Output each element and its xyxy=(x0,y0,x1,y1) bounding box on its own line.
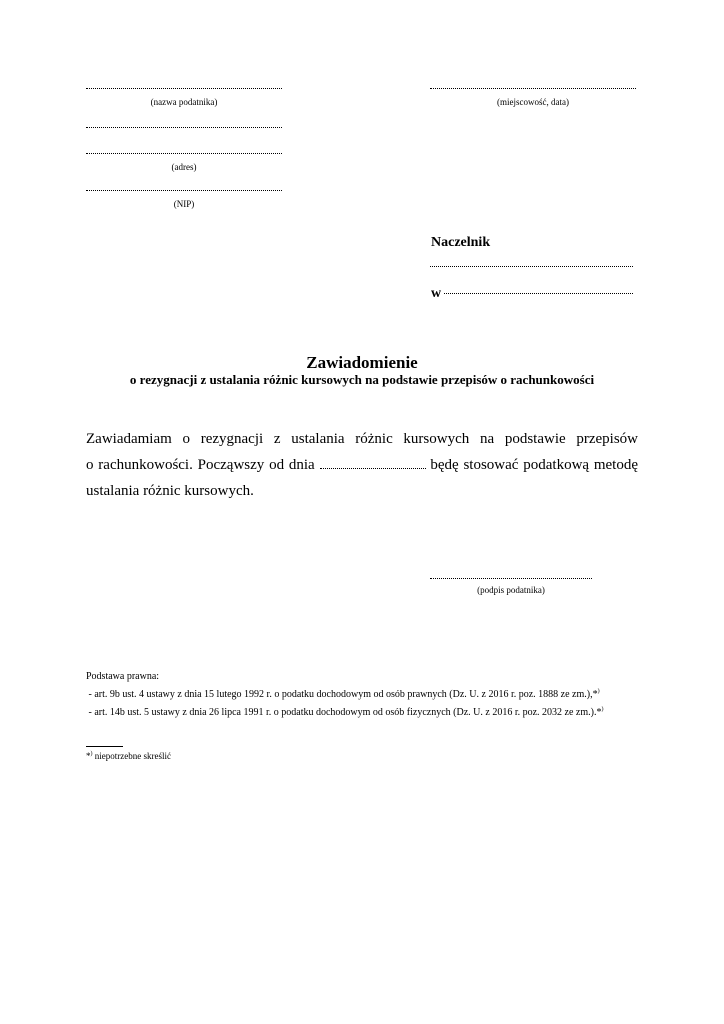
taxpayer-name-caption: (nazwa podatnika) xyxy=(150,97,218,107)
legal-sup-2: ) xyxy=(601,706,604,713)
place-date-caption: (miejscowość, data) xyxy=(497,97,569,107)
taxpayer-name-line[interactable] xyxy=(86,88,282,89)
document-title: Zawiadomienie xyxy=(306,353,418,372)
nip-caption: (NIP) xyxy=(173,199,195,209)
footnote xyxy=(86,750,171,762)
office-location-line[interactable] xyxy=(444,293,633,294)
legal-basis-item-1 xyxy=(86,686,603,704)
footnote-sup: ) xyxy=(90,751,93,757)
footnote-text: niepotrzebne skreślić xyxy=(92,751,171,761)
office-name-line[interactable] xyxy=(430,266,633,267)
legal-basis xyxy=(86,668,603,722)
signature-caption: (podpis podatnika) xyxy=(477,585,545,595)
addressee-title: Naczelnik xyxy=(431,235,491,250)
start-date-field[interactable] xyxy=(320,458,426,469)
place-date-line[interactable] xyxy=(430,88,636,89)
legal-sup-1: ) xyxy=(597,688,600,695)
addressee-w-label: w xyxy=(431,286,442,301)
legal-text-2: art. 14b ust. 5 ustawy z dnia 26 lipca 1991 r. o podatku dochodowym od osób fizycznych (Dz. U. z 2016 r. poz. 2032 ze zm.).* xyxy=(94,707,602,718)
address-caption: (adres) xyxy=(171,162,197,172)
address-line-1[interactable] xyxy=(86,127,282,128)
body-line-2 xyxy=(86,452,638,478)
body-line-2-start: o rachunkowości. Począwszy od dnia xyxy=(86,457,315,473)
legal-text-1: art. 9b ust. 4 ustawy z dnia 15 lutego 1992 r. o podatku dochodowym od osób prawnych (Dz. U. z 2016 r. poz. 1888 ze zm.),* xyxy=(94,689,598,700)
body-line-1: Zawiadamiam o rezygnacji z ustalania różnic kursowych na podstawie przepisów xyxy=(86,431,638,447)
legal-dash-1: - xyxy=(88,689,92,700)
address-line-2[interactable] xyxy=(86,153,282,154)
signature-line[interactable] xyxy=(430,578,592,579)
footnote-divider xyxy=(86,746,123,747)
footnote-mark: * xyxy=(86,751,91,761)
body-line-2-end: będę stosować podatkową metodę xyxy=(430,457,639,473)
legal-basis-heading: Podstawa prawna: xyxy=(86,671,160,682)
nip-line[interactable] xyxy=(86,190,282,191)
body-line-3: ustalania różnic kursowych. xyxy=(86,483,254,499)
legal-dash-2: - xyxy=(88,707,92,718)
document-subtitle: o rezygnacji z ustalania różnic kursowych na podstawie przepisów o rachunkowości xyxy=(129,372,595,387)
document-body xyxy=(86,426,638,504)
legal-basis-item-2 xyxy=(86,704,603,722)
